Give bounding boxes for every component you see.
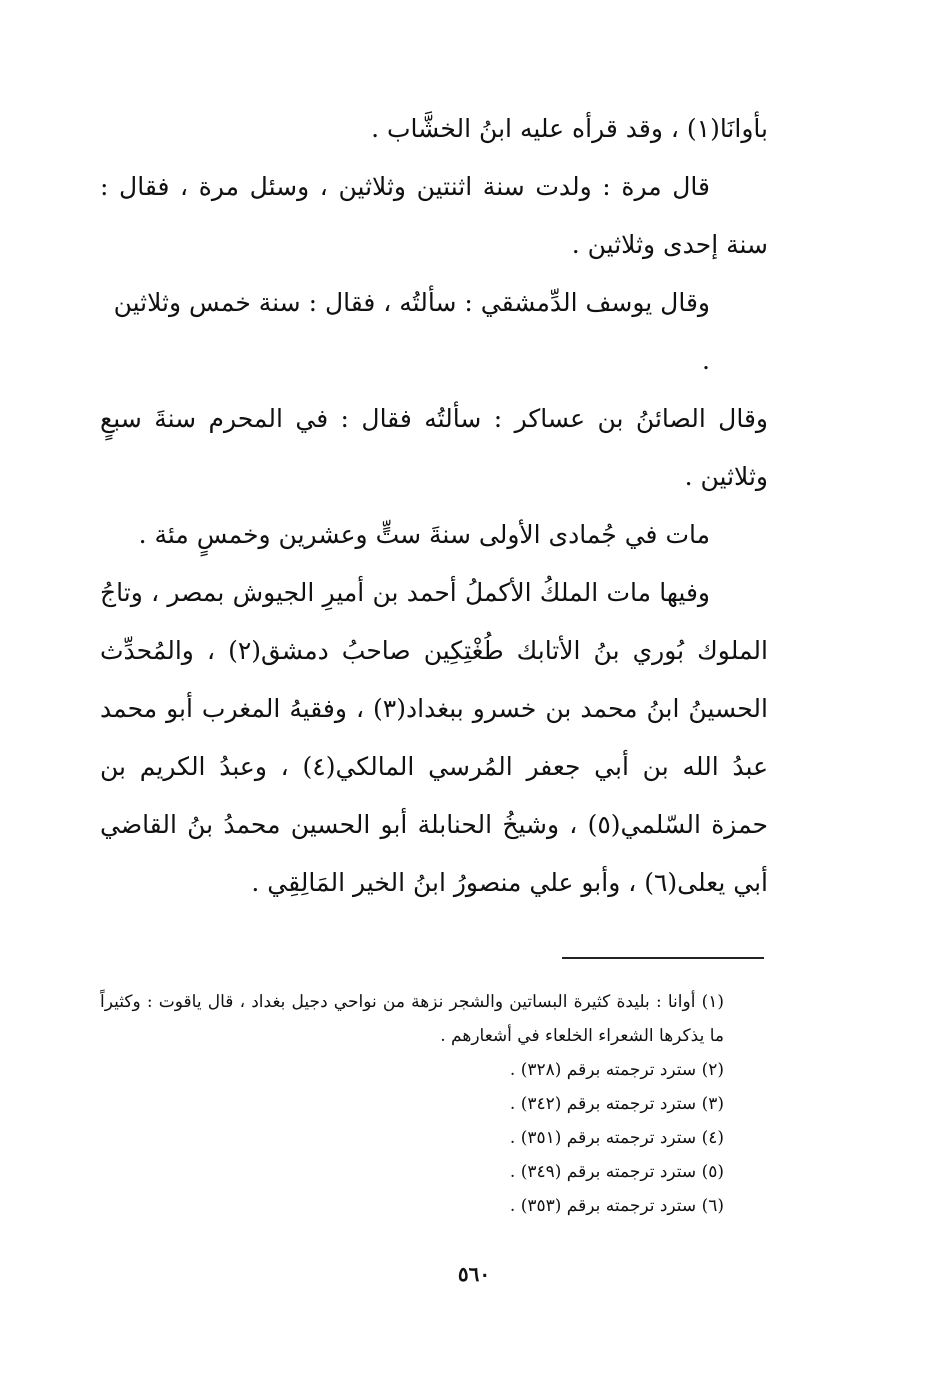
- paragraph-1: بأوانَا(١) ، وقد قرأه عليه ابنُ الخشَّاب .: [371, 114, 768, 143]
- main-text: [100, 100, 768, 912]
- footnote-2: (٢) سترد ترجمته برقم (٣٢٨) .: [509, 1060, 724, 1080]
- footnote-6: (٦) سترد ترجمته برقم (٣٥٣) .: [509, 1196, 724, 1216]
- footnotes: [100, 985, 768, 1223]
- paragraph-3: وقال يوسف الدِّمشقي : سألتُه ، فقال : سنة خمس وثلاثين .: [113, 288, 710, 375]
- paragraph-6: وفيها مات الملكُ الأكملُ أحمد بن أميرِ الجيوش بمصر ، وتاجُ الملوك بُوري بنُ الأتابك طُغْتِكِين صاحبُ دمشق(٢) ، والمُحدِّث الحسينُ ابنُ محمد بن خسرو ببغداد(٣) ، وفقيهُ المغرب أبو محمد عبدُ الله بن أبي جعفر المُرسي المالكي(٤) ، وعبدُ الكريم بن حمزة السّلمي(٥) ، وشيخُ الحنابلة أبو الحسين محمدُ بنُ القاضي أبي يعلى(٦) ، وأبو علي منصورُ ابنُ الخير المَالِقِي .: [100, 578, 769, 897]
- footnote-3: (٣) سترد ترجمته برقم (٣٤٢) .: [509, 1094, 724, 1114]
- page-number: ٥٦٠: [457, 1262, 491, 1286]
- paragraph-2: قال مرة : ولدت سنة اثنتين وثلاثين ، وسئل مرة ، فقال : سنة إحدى وثلاثين .: [100, 172, 768, 259]
- paragraph-4: وقال الصائنُ بن عساكر : سألتُه فقال : في المحرم سنةَ سبعٍ وثلاثين .: [100, 404, 768, 491]
- footnote-5: (٥) سترد ترجمته برقم (٣٤٩) .: [509, 1162, 724, 1182]
- paragraph-5: مات في جُمادى الأولى سنةَ ستٍّ وعشرين وخمسٍ مئة .: [138, 520, 710, 549]
- footnote-1: (١) أوانا : بليدة كثيرة البساتين والشجر نزهة من نواحي دجيل بغداد ، قال ياقوت : وكثيراً ما يذكرها الشعراء الخلعاء في أشعارهم .: [100, 992, 724, 1046]
- footnote-divider: [562, 957, 764, 959]
- footnote-4: (٤) سترد ترجمته برقم (٣٥١) .: [509, 1128, 724, 1148]
